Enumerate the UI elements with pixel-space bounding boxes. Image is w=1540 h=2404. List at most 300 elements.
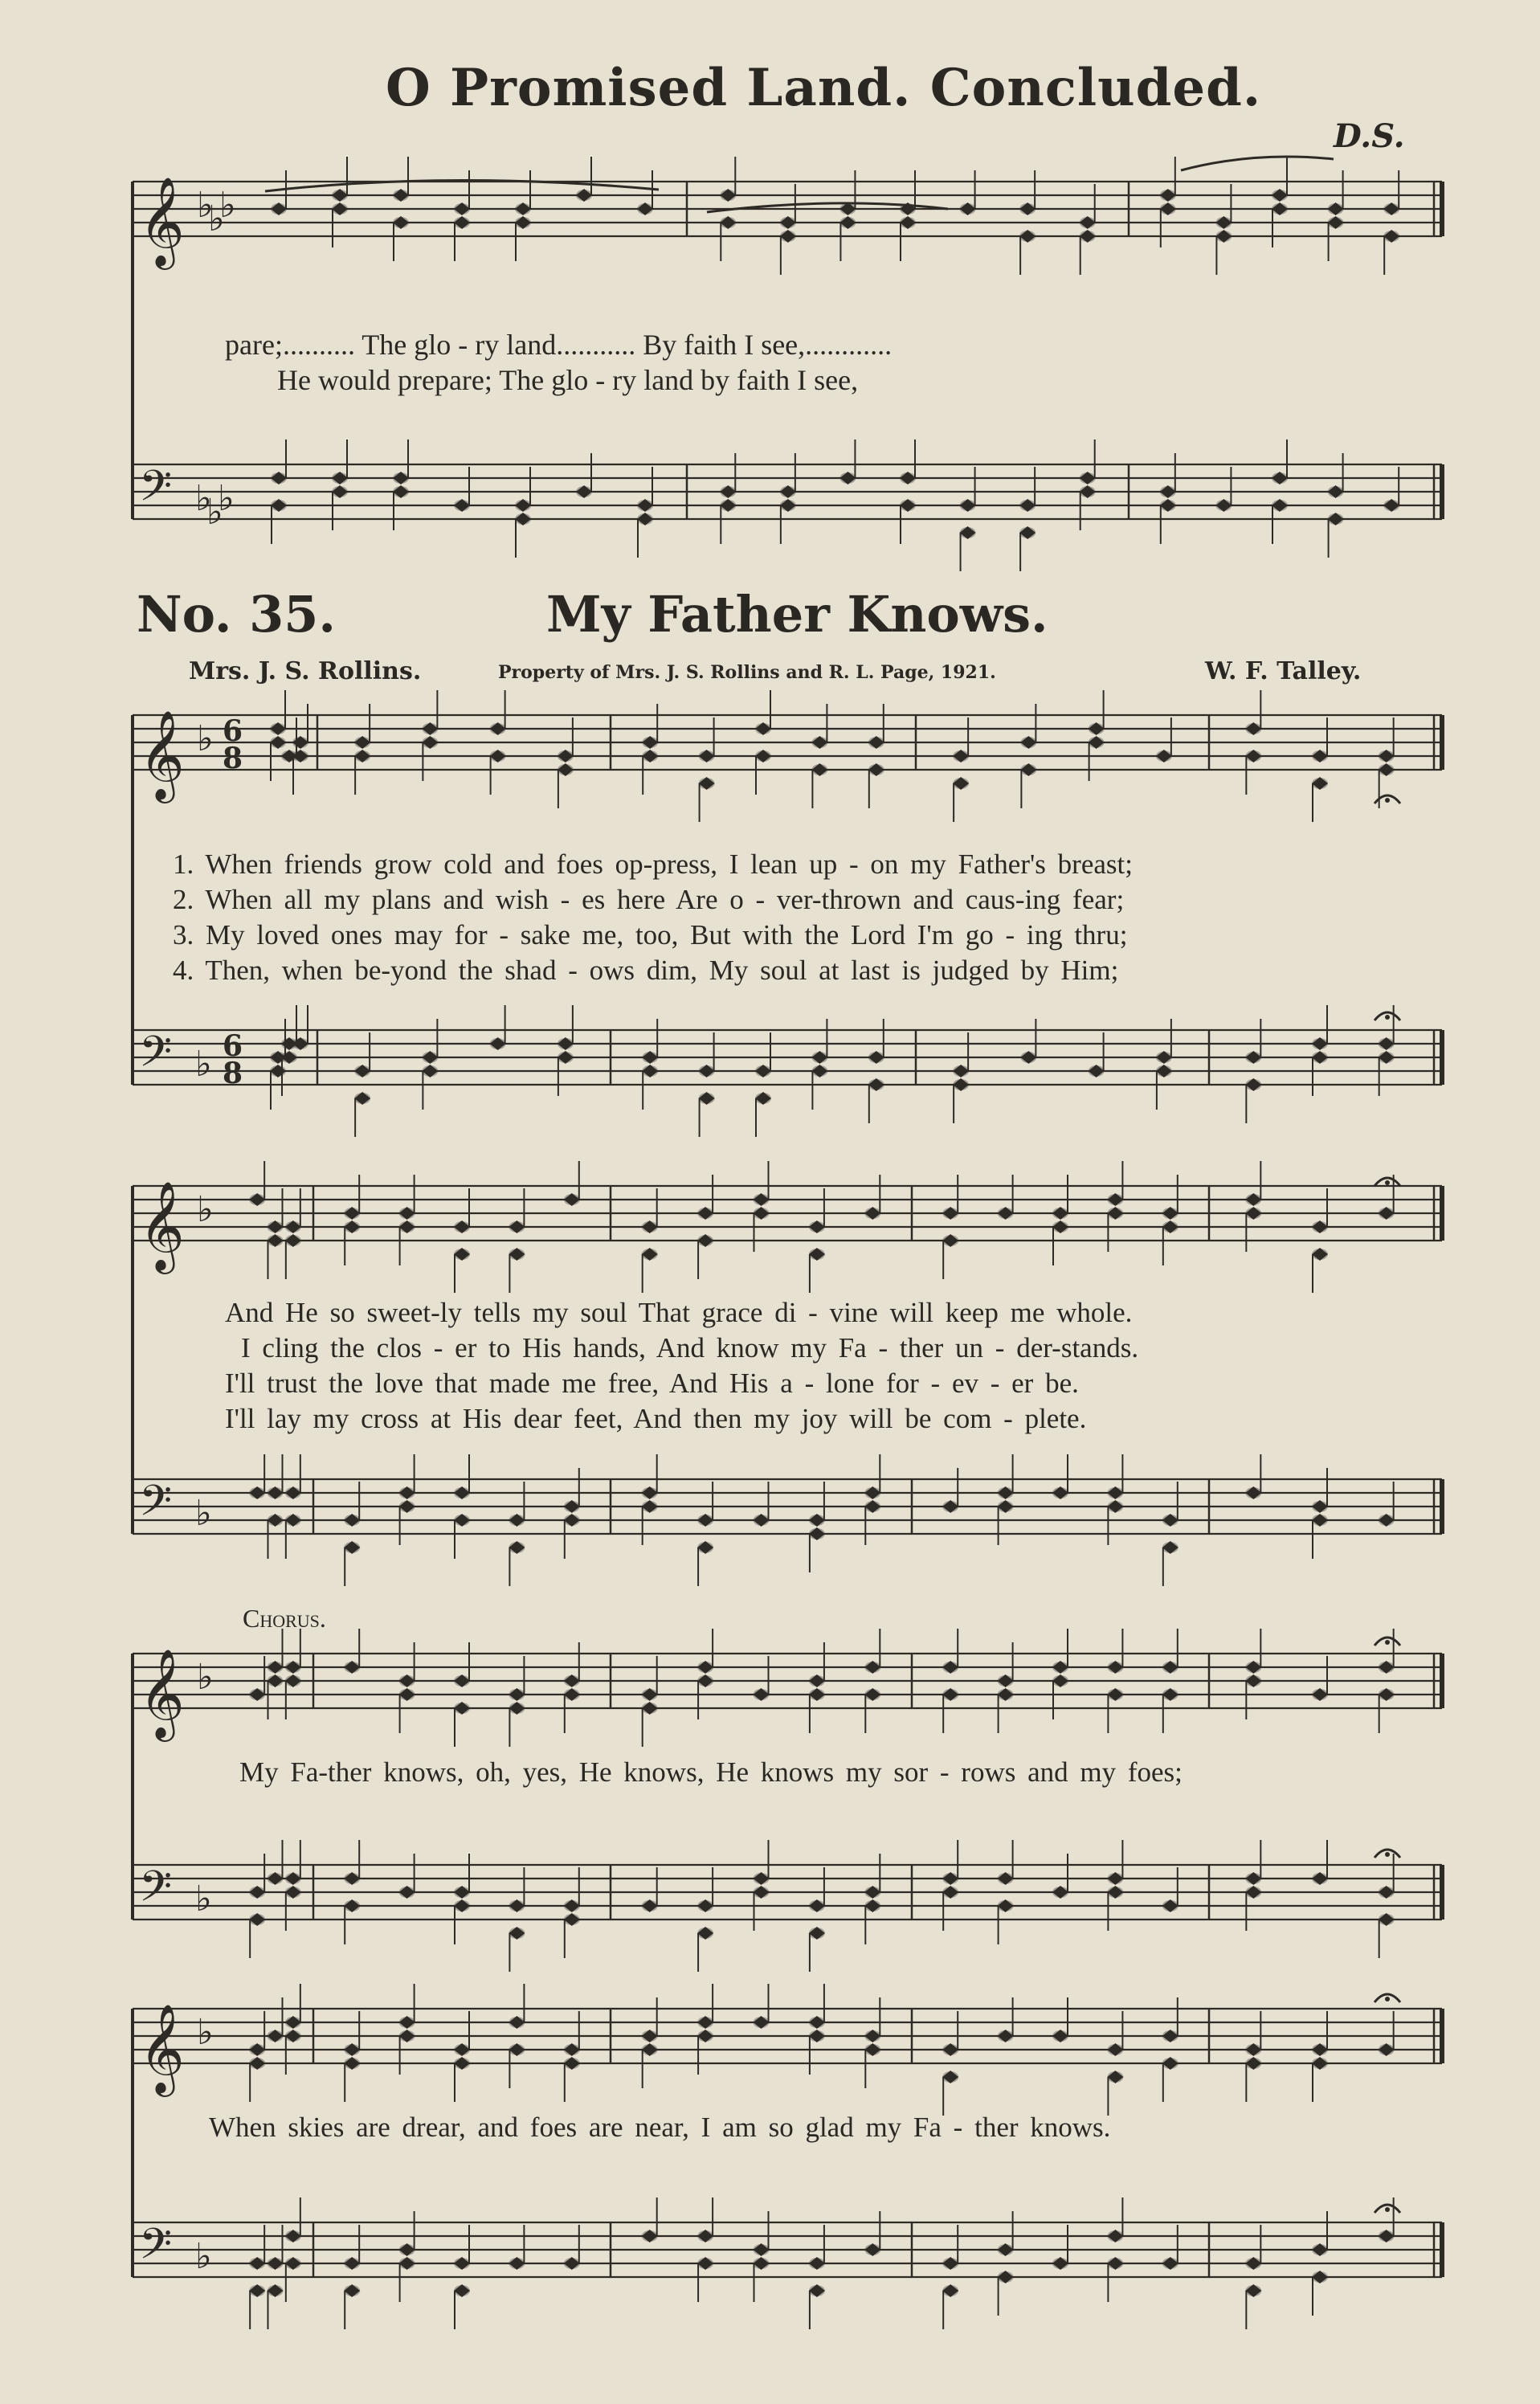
flat-icon: ♭ (206, 492, 223, 533)
note-head-shade (1245, 723, 1261, 734)
fermata-dot (1385, 1015, 1390, 1020)
note-head-shade (637, 500, 653, 511)
note-head-shade (292, 750, 308, 762)
note-head-shade (839, 472, 856, 484)
note-head-shade (942, 2285, 958, 2296)
note-head-shade (864, 1662, 880, 1673)
note-head-shade (1245, 1487, 1261, 1498)
note-head-shade (1245, 1194, 1261, 1205)
note-head-shade (960, 527, 976, 538)
note-head-shade (720, 217, 736, 228)
note-head-shade (268, 1235, 284, 1246)
note-head-shade (868, 764, 884, 775)
note-head-shade (1245, 2058, 1261, 2069)
note-head-shade (942, 2258, 958, 2269)
note-head-shade (1089, 723, 1105, 734)
note-head-shade (1019, 203, 1036, 215)
note-head-shade (564, 1914, 580, 1925)
note-head-shade (1020, 1052, 1036, 1063)
note-head-shade (754, 2017, 770, 2028)
note-head-shade (1312, 2271, 1328, 2283)
note-head-shade (1383, 203, 1399, 215)
note-head-shade (960, 500, 976, 511)
note-head-shade (754, 1194, 770, 1205)
note-head-shade (1052, 1887, 1068, 1898)
note-head-shade (699, 1093, 715, 1104)
note-head-shade (1379, 1662, 1395, 1673)
note-head-shade (270, 1065, 286, 1077)
note-head-shade (332, 486, 348, 497)
note-head-shade (1052, 1208, 1068, 1219)
prev-lyric-line-2: He would prepare; The glo - ry land by faith I see, (277, 364, 859, 396)
note-head-shade (285, 1887, 301, 1898)
bass-clef-icon: 𝄢 (139, 1028, 173, 1087)
note-head-shade (558, 1038, 574, 1049)
chorus-line-1: My Fa-ther knows, oh, yes, He knows, He knows my sor - rows and my foes; (239, 1756, 1183, 1788)
note-head-shade (344, 1221, 360, 1233)
note-head-shade (1328, 217, 1344, 228)
note-head-shade (942, 1887, 958, 1898)
note-head-shade (942, 1662, 958, 1673)
note-head-shade (344, 1208, 360, 1219)
note-head-shade (900, 472, 916, 484)
note-head-shade (344, 1900, 360, 1911)
fermata-dot (1385, 1852, 1390, 1857)
chorus-line-2: When skies are drear, and foes are near, I am so glad my Fa - ther knows. (209, 2112, 1111, 2143)
note-head-shade (642, 1487, 658, 1498)
note-head-shade (509, 2044, 525, 2055)
note-head-shade (942, 1235, 958, 1246)
note-head-shade (868, 1079, 884, 1090)
note-head-shade (268, 1662, 284, 1673)
note-head-shade (1162, 2258, 1178, 2269)
note-head-shade (1379, 1689, 1395, 1700)
note-head-shade (1107, 1662, 1123, 1673)
note-head-shade (864, 1689, 880, 1700)
note-head-shade (249, 2285, 265, 2296)
note-head-shade (399, 1689, 415, 1700)
note-head-shade (515, 500, 531, 511)
note-head-shade (509, 1928, 525, 1939)
note-head-shade (697, 1208, 713, 1219)
flat-icon: ♭ (197, 1657, 214, 1698)
note-head-shade (697, 1675, 713, 1686)
note-head-shade (1245, 1662, 1261, 1673)
note-head-shade (1089, 1065, 1105, 1077)
note-head-shade (249, 1914, 265, 1925)
time-sig-top: 6 (223, 714, 243, 748)
note-head-shade (1272, 203, 1288, 215)
note-head-shade (1160, 500, 1176, 511)
note-head-shade (809, 1249, 825, 1260)
note-head-shade (1052, 1675, 1068, 1686)
note-head-shade (558, 1052, 574, 1063)
song-composer: W. F. Talley. (1205, 657, 1362, 685)
slur (1181, 157, 1334, 170)
time-sig-top: 6 (223, 1029, 243, 1063)
note-head-shade (1312, 778, 1328, 789)
note-head-shade (399, 1208, 415, 1219)
note-head-shade (1020, 737, 1036, 748)
note-head-shade (809, 1515, 825, 1526)
note-head-shade (1107, 2071, 1123, 2083)
note-head-shade (839, 203, 856, 215)
note-head-shade (754, 2244, 770, 2255)
note-head-shade (285, 1487, 301, 1498)
note-head-shade (271, 500, 287, 511)
note-head-shade (354, 750, 370, 762)
note-head-shade (1312, 750, 1328, 762)
note-head-shade (249, 1887, 265, 1898)
note-head-shade (576, 486, 592, 497)
note-head-shade (755, 750, 771, 762)
song-copyright: Property of Mrs. J. S. Rollins and R. L. Page, 1921. (498, 662, 996, 683)
note-head-shade (1312, 2244, 1328, 2255)
note-head-shade (564, 1501, 580, 1512)
note-head-shade (509, 2258, 525, 2269)
note-head-shade (564, 1194, 580, 1205)
note-head-shade (1312, 1038, 1328, 1049)
note-head-shade (564, 2044, 580, 2055)
note-head-shade (564, 1900, 580, 1911)
note-head-shade (1379, 1515, 1395, 1526)
note-head-shade (754, 1208, 770, 1219)
note-head-shade (697, 1662, 713, 1673)
note-head-shade (755, 1065, 771, 1077)
flat-icon: ♭ (195, 2236, 212, 2277)
note-head-shade (1312, 2044, 1328, 2055)
flat-icon: ♭ (195, 1493, 212, 1534)
note-head-shade (953, 1065, 969, 1077)
note-head-shade (285, 1235, 301, 1246)
note-head-shade (1107, 1887, 1123, 1898)
flat-icon: ♭ (195, 1044, 212, 1085)
note-head-shade (811, 737, 827, 748)
note-head-shade (344, 1662, 360, 1673)
note-head-shade (809, 1928, 825, 1939)
note-head-shade (642, 1501, 658, 1512)
note-head-shade (1379, 2044, 1395, 2055)
note-head-shade (1107, 1501, 1123, 1512)
note-head-shade (1383, 231, 1399, 242)
note-head-shade (697, 1928, 713, 1939)
note-head-shade (490, 723, 506, 734)
note-head-shade (1379, 1038, 1395, 1049)
note-head-shade (564, 2258, 580, 2269)
note-head-shade (754, 1887, 770, 1898)
verse-1-line-2: And He so sweet-ly tells my soul That grace di - vine will keep me whole. (225, 1297, 1133, 1328)
note-head-shade (332, 203, 348, 215)
note-head-shade (780, 486, 796, 497)
note-head-shade (811, 1052, 827, 1063)
note-head-shade (1379, 764, 1395, 775)
note-head-shade (998, 2244, 1014, 2255)
time-sig-bottom: 8 (223, 1057, 243, 1090)
note-head-shade (454, 1887, 470, 1898)
note-head-shade (754, 1689, 770, 1700)
note-head-shade (354, 737, 370, 748)
note-head-shade (270, 723, 286, 734)
note-head-shade (268, 2030, 284, 2042)
note-head-shade (422, 1065, 438, 1077)
note-head-shade (399, 1221, 415, 1233)
flat-icon: ♭ (195, 1879, 212, 1920)
note-head-shade (1160, 190, 1176, 201)
note-head-shade (268, 1873, 284, 1884)
note-head-shade (399, 2258, 415, 2269)
note-head-shade (285, 1662, 301, 1673)
verse-4-line-1: 4. Then, when be-yond the shad - ows dim, My soul at last is judged by Him; (173, 955, 1119, 986)
note-head-shade (509, 1703, 525, 1714)
note-head-shade (268, 1221, 284, 1233)
prev-lyric-line-1: pare;.......... The glo - ry land........... By faith I see,............ (225, 329, 893, 361)
note-head-shade (454, 500, 470, 511)
note-head-shade (1107, 1208, 1123, 1219)
flat-icon: ♭ (197, 1189, 214, 1230)
note-head-shade (642, 1703, 658, 1714)
note-head-shade (864, 2030, 880, 2042)
note-head-shade (399, 1675, 415, 1686)
note-head-shade (344, 2058, 360, 2069)
note-head-shade (1080, 486, 1096, 497)
fermata-dot (1385, 2207, 1390, 2212)
verse-4-line-2: I'll lay my cross at His dear feet, And then my joy will be com - plete. (225, 1403, 1087, 1434)
note-head-shade (564, 1675, 580, 1686)
note-head-shade (422, 737, 438, 748)
note-head-shade (1080, 217, 1096, 228)
note-head-shade (942, 1501, 958, 1512)
note-head-shade (755, 723, 771, 734)
note-head-shade (780, 217, 796, 228)
note-head-shade (780, 500, 796, 511)
note-head-shade (998, 1208, 1014, 1219)
note-head-shade (1080, 231, 1096, 242)
note-head-shade (637, 203, 653, 215)
note-head-shade (809, 2030, 825, 2042)
note-head-shade (515, 217, 531, 228)
note-head-shade (249, 1194, 265, 1205)
note-head-shade (1312, 1052, 1328, 1063)
note-head-shade (942, 1208, 958, 1219)
note-head-shade (509, 1515, 525, 1526)
note-head-shade (809, 2017, 825, 2028)
flat-icon: ♭ (219, 185, 236, 226)
note-head-shade (864, 1501, 880, 1512)
note-head-shade (249, 2058, 265, 2069)
note-head-shade (271, 472, 287, 484)
note-head-shade (697, 2258, 713, 2269)
note-head-shade (454, 1249, 470, 1260)
note-head-shade (268, 2285, 284, 2296)
note-head-shade (697, 1900, 713, 1911)
note-head-shade (1312, 1873, 1328, 1884)
note-head-shade (344, 2285, 360, 2296)
note-head-shade (1052, 2030, 1068, 2042)
note-head-shade (1215, 217, 1232, 228)
treble-clef-icon: 𝄞 (139, 709, 185, 799)
note-head-shade (942, 1873, 958, 1884)
note-head-shade (998, 1487, 1014, 1498)
fermata-dot (1385, 1180, 1390, 1185)
note-head-shade (900, 500, 916, 511)
note-head-shade (509, 1689, 525, 1700)
note-head-shade (1162, 2058, 1178, 2069)
note-head-shade (344, 1542, 360, 1553)
note-head-shade (809, 1900, 825, 1911)
verse-2-line-1: 2. When all my plans and wish - es here Are o - ver-thrown and caus-ing fear; (173, 884, 1125, 915)
song-number: No. 35. (137, 585, 336, 644)
note-head-shade (953, 1079, 969, 1090)
note-head-shade (399, 2244, 415, 2255)
verse-3-line-1: 3. My loved ones may for - sake me, too, But with the Lord I'm go - ing thru; (173, 919, 1128, 951)
note-head-shade (953, 778, 969, 789)
note-head-shade (268, 1675, 284, 1686)
note-head-shade (637, 513, 653, 525)
note-head-shade (454, 2044, 470, 2055)
note-head-shade (249, 2258, 265, 2269)
note-head-shade (642, 1900, 658, 1911)
fermata-dot (1385, 798, 1390, 803)
note-head-shade (1383, 500, 1399, 511)
note-head-shade (1019, 500, 1036, 511)
note-head-shade (344, 2044, 360, 2055)
note-head-shade (1162, 1542, 1178, 1553)
note-head-shade (393, 190, 409, 201)
note-head-shade (1245, 750, 1261, 762)
note-head-shade (1328, 513, 1344, 525)
note-head-shade (285, 1873, 301, 1884)
flat-icon: ♭ (195, 478, 212, 519)
note-head-shade (1312, 2058, 1328, 2069)
verse-1-line-1: 1. When friends grow cold and foes op-press, I lean up - on my Father's breast; (173, 848, 1133, 880)
note-head-shade (454, 217, 470, 228)
treble-clef-icon: 𝄞 (139, 1180, 185, 1270)
note-head-shade (399, 2017, 415, 2028)
note-head-shade (1156, 750, 1172, 762)
note-head-shade (1020, 764, 1036, 775)
flat-icon: ♭ (208, 198, 225, 239)
note-head-shade (576, 190, 592, 201)
note-head-shade (292, 737, 308, 748)
note-head-shade (1019, 527, 1036, 538)
note-head-shade (1162, 1662, 1178, 1673)
note-head-shade (344, 1873, 360, 1884)
note-head-shade (697, 2030, 713, 2042)
treble-clef-icon: 𝄞 (139, 2003, 185, 2093)
note-head-shade (509, 1542, 525, 1553)
note-head-shade (454, 2258, 470, 2269)
note-head-shade (998, 1501, 1014, 1512)
bass-clef-icon: 𝄢 (139, 1862, 173, 1922)
flat-icon: ♭ (197, 185, 214, 226)
song-title: My Father Knows. (546, 585, 1048, 644)
note-head-shade (642, 2044, 658, 2055)
note-head-shade (1379, 1887, 1395, 1898)
note-head-shade (809, 1675, 825, 1686)
note-head-shade (1245, 1052, 1261, 1063)
note-head-shade (1312, 1249, 1328, 1260)
note-head-shade (953, 750, 969, 762)
note-head-shade (422, 1052, 438, 1063)
note-head-shade (268, 1515, 284, 1526)
note-head-shade (864, 2244, 880, 2255)
note-head-shade (642, 1249, 658, 1260)
bass-clef-icon: 𝄢 (139, 462, 173, 521)
note-head-shade (285, 2230, 301, 2242)
note-head-shade (642, 1221, 658, 1233)
note-head-shade (720, 486, 736, 497)
flat-icon: ♭ (218, 478, 235, 519)
note-head-shade (399, 1487, 415, 1498)
note-head-shade (1019, 231, 1036, 242)
note-head-shade (285, 1515, 301, 1526)
note-head-shade (809, 2258, 825, 2269)
note-head-shade (332, 190, 348, 201)
note-head-shade (998, 1873, 1014, 1884)
note-head-shade (1215, 500, 1232, 511)
note-head-shade (1312, 1515, 1328, 1526)
ds-mark: D.S. (1334, 117, 1405, 155)
note-head-shade (699, 778, 715, 789)
note-head-shade (454, 1221, 470, 1233)
note-head-shade (864, 1887, 880, 1898)
note-head-shade (454, 2058, 470, 2069)
note-head-shade (1162, 2030, 1178, 2042)
note-head-shade (1052, 2258, 1068, 2269)
note-head-shade (1107, 2230, 1123, 2242)
note-head-shade (1156, 1065, 1172, 1077)
note-head-shade (285, 2258, 301, 2269)
note-head-shade (697, 1235, 713, 1246)
bass-clef-icon: 𝄢 (139, 2220, 173, 2279)
note-head-shade (642, 737, 658, 748)
note-head-shade (558, 750, 574, 762)
note-head-shade (1272, 190, 1288, 201)
note-head-shade (281, 1052, 297, 1063)
chorus-label: Chorus. (243, 1604, 326, 1633)
prev-song-title: O Promised Land. Concluded. (386, 58, 1262, 118)
note-head-shade (354, 1065, 370, 1077)
note-head-shade (1215, 231, 1232, 242)
note-head-shade (1379, 1208, 1395, 1219)
note-head-shade (642, 1689, 658, 1700)
note-head-shade (1245, 1208, 1261, 1219)
note-head-shade (699, 750, 715, 762)
note-head-shade (864, 2044, 880, 2055)
note-head-shade (780, 231, 796, 242)
note-head-shade (720, 190, 736, 201)
note-head-shade (1162, 1689, 1178, 1700)
note-head-shade (1107, 1487, 1123, 1498)
note-head-shade (1052, 1221, 1068, 1233)
note-head-shade (1052, 1662, 1068, 1673)
note-head-shade (1245, 1675, 1261, 1686)
note-head-shade (1080, 472, 1096, 484)
verse-3-line-2: I'll trust the love that made me free, And His a - lone for - ev - er be. (225, 1368, 1079, 1399)
note-head-shade (1160, 203, 1176, 215)
note-head-shade (509, 2017, 525, 2028)
note-head-shade (454, 1900, 470, 1911)
note-head-shade (868, 1052, 884, 1063)
note-head-shade (454, 1515, 470, 1526)
note-head-shade (454, 1703, 470, 1714)
note-head-shade (393, 217, 409, 228)
note-head-shade (1379, 2230, 1395, 2242)
fermata-dot (1385, 1997, 1390, 2001)
note-head-shade (998, 1689, 1014, 1700)
note-head-shade (1162, 1515, 1178, 1526)
note-head-shade (399, 1887, 415, 1898)
